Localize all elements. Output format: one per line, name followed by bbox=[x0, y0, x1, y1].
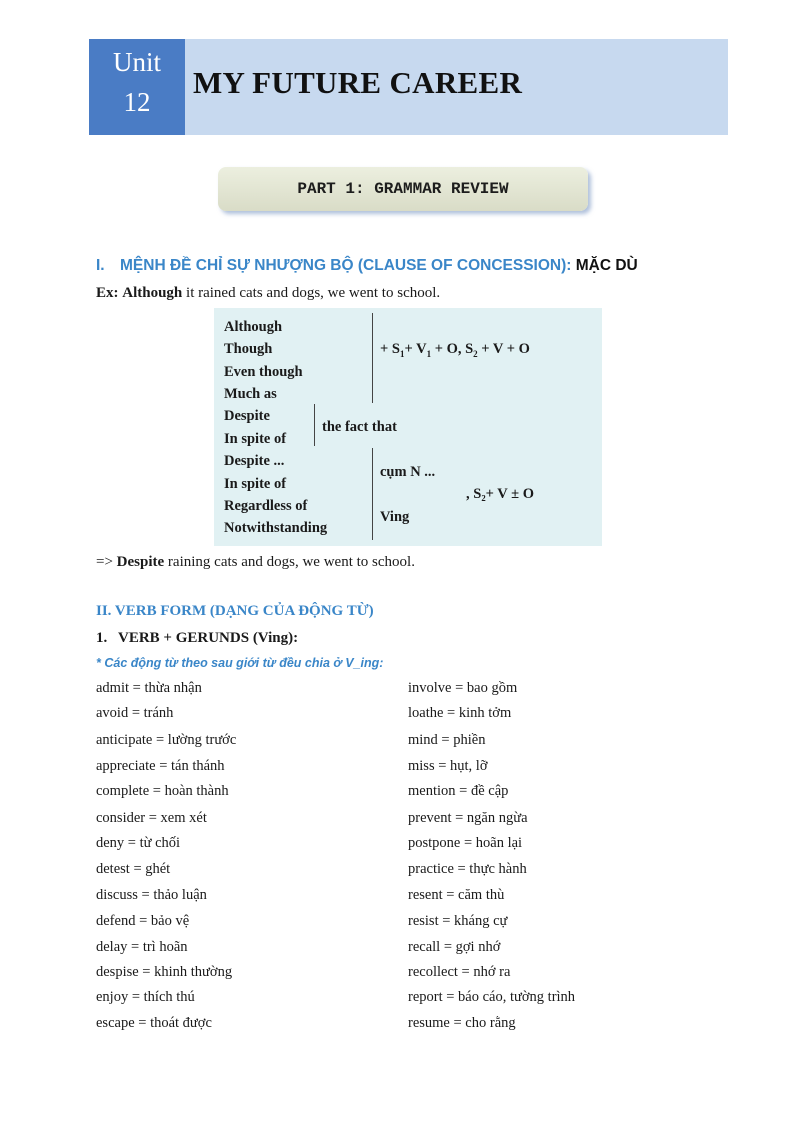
subsection-title: VERB + GERUNDS (Ving): bbox=[118, 630, 299, 646]
subsection-number: 1. bbox=[96, 630, 108, 646]
table-word: Although bbox=[224, 319, 283, 335]
table-word: Notwithstanding bbox=[224, 520, 328, 536]
unit-number: 12 bbox=[123, 87, 151, 117]
section1-title: MỆNH ĐỀ CHỈ SỰ NHƯỢNG BỘ (CLAUSE OF CONCESSION): bbox=[120, 257, 572, 274]
concession-table bbox=[214, 308, 602, 546]
formula-the-fact-that: the fact that bbox=[322, 419, 397, 435]
bracket-line bbox=[314, 404, 315, 446]
formula-3: , S₂+ V ± O bbox=[466, 486, 534, 502]
vocab-item: resume = cho rằng bbox=[408, 1015, 516, 1031]
vocab-item: recollect = nhớ ra bbox=[408, 964, 511, 980]
vocab-item: practice = thực hành bbox=[408, 861, 527, 877]
bracket-line bbox=[372, 448, 373, 540]
vocab-item: mention = đề cập bbox=[408, 783, 509, 799]
vocab-item: anticipate = lường trước bbox=[96, 732, 237, 748]
table-word: Much as bbox=[224, 386, 277, 402]
vocab-item: appreciate = tán thánh bbox=[96, 758, 225, 774]
example-rest: it rained cats and dogs, we went to school. bbox=[186, 285, 441, 301]
page-title: MY FUTURE CAREER bbox=[193, 65, 523, 100]
vocab-item: despise = khinh thường bbox=[96, 964, 233, 980]
section1-title-dark: MẶC DÙ bbox=[575, 257, 638, 274]
section1-number: I. bbox=[96, 257, 105, 274]
vocab-item: resent = căm thù bbox=[408, 887, 505, 903]
section2-heading: II. VERB FORM (DẠNG CỦA ĐỘNG TỪ) bbox=[96, 603, 374, 619]
example-bold: Although bbox=[122, 285, 183, 301]
vocab-item: loathe = kinh tởm bbox=[408, 705, 512, 721]
part-banner: PART 1: GRAMMAR REVIEW bbox=[218, 167, 588, 211]
result-rest: raining cats and dogs, we went to school. bbox=[167, 554, 415, 570]
table-word: In spite of bbox=[224, 476, 287, 492]
vocab-item: enjoy = thích thú bbox=[96, 989, 195, 1005]
bracket-line bbox=[372, 313, 373, 403]
unit-header bbox=[89, 39, 728, 135]
table-word: In spite of bbox=[224, 431, 287, 447]
table-word: Even though bbox=[224, 364, 303, 380]
example-prefix: Ex: bbox=[96, 285, 119, 301]
vocab-item: consider = xem xét bbox=[96, 810, 207, 826]
vocab-item: report = báo cáo, tường trình bbox=[408, 989, 576, 1005]
table-word: Regardless of bbox=[224, 498, 308, 514]
vocab-item: resist = kháng cự bbox=[408, 913, 508, 929]
vocab-item: defend = bảo vệ bbox=[96, 913, 190, 929]
example-line bbox=[96, 285, 440, 302]
vocab-item: involve = bao gồm bbox=[408, 680, 518, 696]
result-bold: Despite bbox=[116, 554, 165, 570]
unit-badge bbox=[89, 39, 185, 135]
vocab-item: avoid = tránh bbox=[96, 705, 174, 721]
section1-heading bbox=[96, 257, 638, 275]
unit-label: Unit bbox=[112, 47, 161, 77]
vocab-item: discuss = thảo luận bbox=[96, 887, 207, 903]
vocab-item: deny = từ chối bbox=[96, 835, 181, 851]
option-noun: cụm N ... bbox=[380, 464, 436, 480]
vocab-item: escape = thoát được bbox=[96, 1015, 212, 1031]
vocab-item: prevent = ngăn ngừa bbox=[408, 810, 528, 826]
option-ving: Ving bbox=[380, 509, 410, 525]
vocab-item: postpone = hoãn lại bbox=[408, 835, 523, 851]
vocab-item: miss = hụt, lỡ bbox=[408, 758, 488, 774]
formula-1: + $S_1+ V_1 + O$, $S_2 + V + O$ bbox=[380, 341, 530, 359]
table-word: Though bbox=[224, 341, 273, 357]
vocab-item: mind = phiền bbox=[408, 732, 486, 748]
table-word: Despite ... bbox=[224, 453, 285, 469]
note-text: * Các động từ theo sau giới từ đều chia ở V_ing: bbox=[96, 656, 384, 670]
vocab-item: delay = trì hoãn bbox=[96, 939, 188, 955]
vocab-item: recall = gợi nhớ bbox=[408, 939, 501, 955]
table-word: Despite bbox=[224, 408, 270, 424]
subsection-heading bbox=[96, 630, 298, 647]
result-line bbox=[96, 554, 415, 571]
vocab-item: detest = ghét bbox=[96, 861, 171, 877]
vocab-item: complete = hoàn thành bbox=[96, 783, 229, 799]
vocab-item: admit = thừa nhận bbox=[96, 680, 202, 696]
result-prefix: => bbox=[96, 554, 113, 570]
